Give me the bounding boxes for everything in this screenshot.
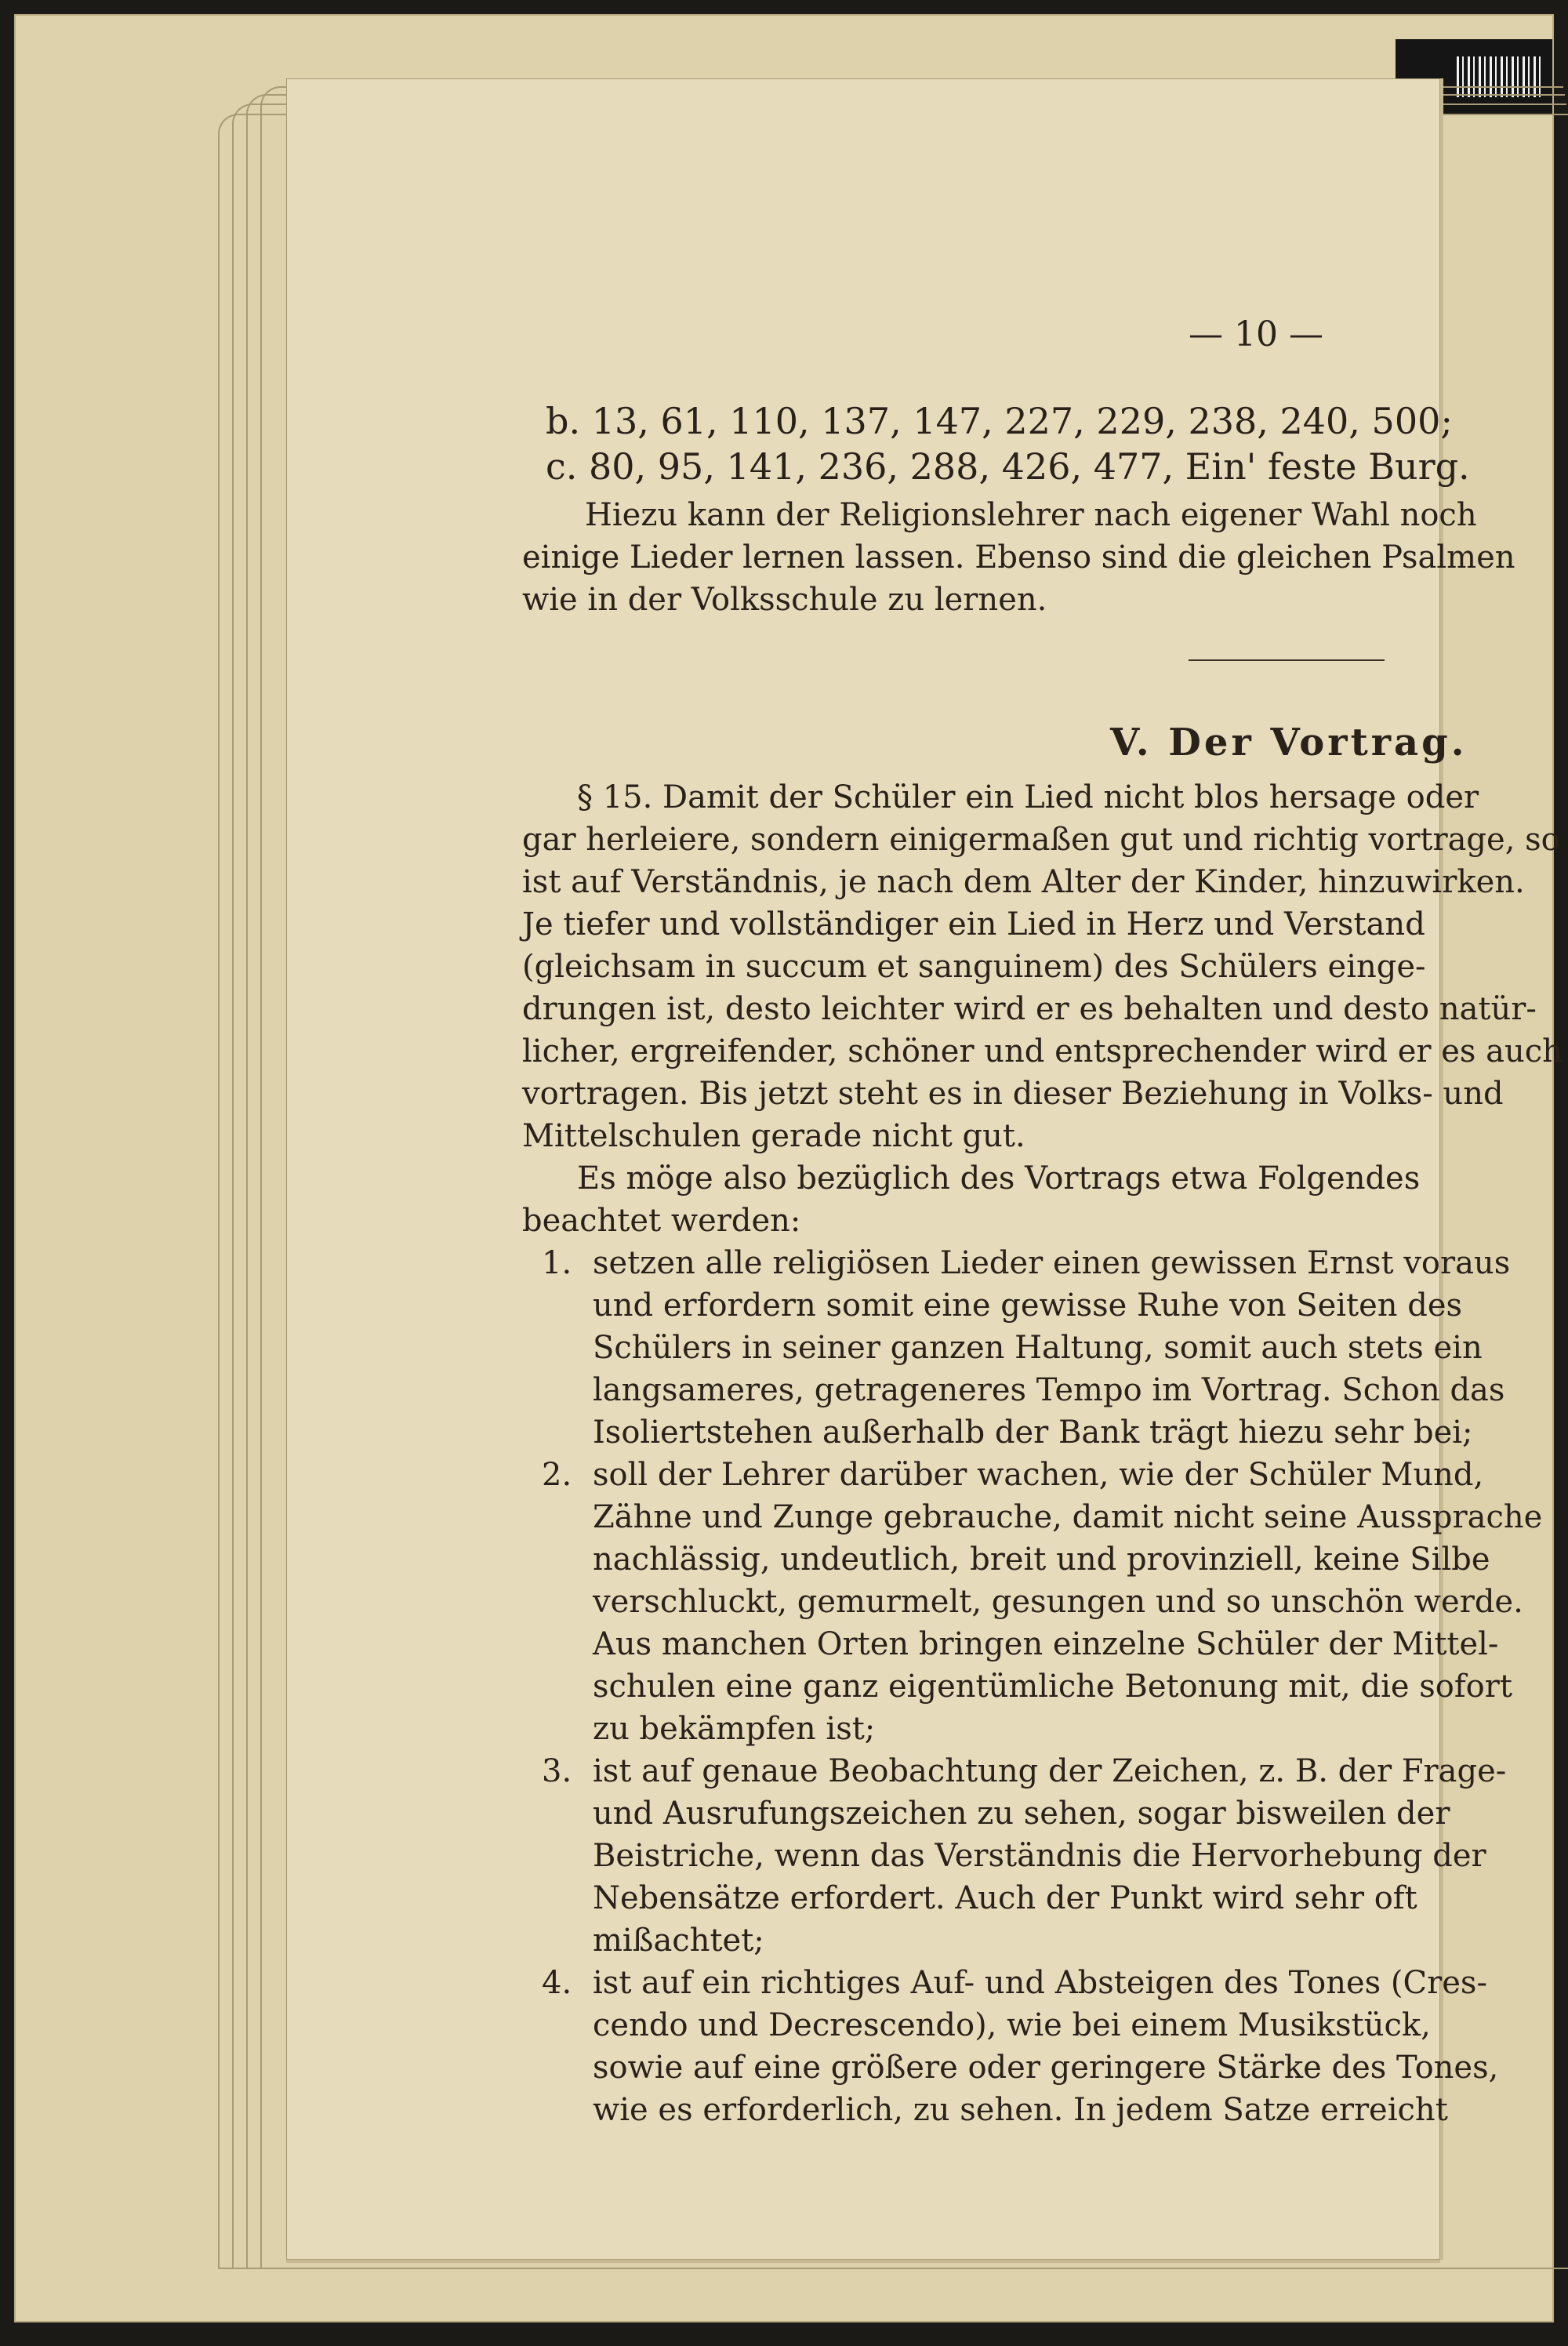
- paragraph-15-line: § 15. Damit der Schüler ein Lied nicht blos hersage oder: [577, 779, 1479, 815]
- item-line: wie es erforderlich, zu sehen. In jedem Satze erreicht: [593, 2092, 1448, 2128]
- intro-line: wie in der Volksschule zu lernen.: [522, 582, 1047, 618]
- section-heading: V. Der Vortrag.: [1110, 721, 1468, 764]
- item-line: schulen eine ganz eigentümliche Betonung mit, die sofort: [593, 1669, 1512, 1705]
- item-line: und erfordern somit eine gewisse Ruhe von Seiten des: [593, 1287, 1463, 1324]
- item-number: 3.: [542, 1753, 572, 1789]
- item-line: Nebensätze erfordert. Auch der Punkt wird sehr oft: [593, 1880, 1417, 1916]
- item-line: ist auf ein richtiges Auf- und Absteigen des Tones (Cres-: [593, 1965, 1487, 2001]
- note-line: Es möge also bezüglich des Vortrags etwa Folgendes: [577, 1160, 1421, 1197]
- paragraph-15-line: ist auf Verständnis, je nach dem Alter der Kinder, hinzuwirken.: [522, 864, 1525, 900]
- item-line: und Ausrufungszeichen zu sehen, sogar bisweilen der: [593, 1796, 1450, 1832]
- note-line: beachtet werden:: [522, 1203, 801, 1239]
- item-line: Beistriche, wenn das Verständnis die Hervorhebung der: [593, 1838, 1486, 1874]
- item-line: mißachtet;: [593, 1923, 764, 1959]
- item-line: ist auf genaue Beobachtung der Zeichen, z. B. der Frage-: [593, 1753, 1507, 1789]
- item-number: 2.: [542, 1457, 572, 1493]
- item-line: cendo und Decrescendo), wie bei einem Musikstück,: [593, 2007, 1431, 2043]
- page-number: — 10 —: [1189, 314, 1323, 354]
- item-line: Isoliertstehen außerhalb der Bank trägt hiezu sehr bei;: [593, 1414, 1473, 1451]
- item-number: 1.: [542, 1245, 572, 1281]
- paragraph-15-line: Je tiefer und vollständiger ein Lied in Herz und Verstand: [522, 906, 1425, 942]
- item-line: verschluckt, gemurmelt, gesungen und so unschön werde.: [593, 1584, 1523, 1620]
- intro-line: einige Lieder lernen lassen. Ebenso sind die gleichen Psalmen: [522, 539, 1515, 576]
- item-line: Zähne und Zunge gebrauche, damit nicht seine Aussprache: [593, 1499, 1543, 1535]
- item-line: Aus manchen Orten bringen einzelne Schüler der Mittel-: [593, 1626, 1499, 1662]
- paragraph-15-line: Mittelschulen gerade nicht gut.: [522, 1118, 1025, 1154]
- book-page: [286, 78, 1563, 2260]
- scan-background: [14, 14, 1563, 2322]
- paragraph-15-line: drungen ist, desto leichter wird er es behalten und desto natür-: [522, 991, 1537, 1027]
- item-line: soll der Lehrer darüber wachen, wie der Schüler Mund,: [593, 1457, 1484, 1493]
- intro-line: Hiezu kann der Religionslehrer nach eigener Wahl noch: [585, 497, 1477, 533]
- list-line-c: c. 80, 95, 141, 236, 288, 426, 477, Ein' feste Burg.: [546, 445, 1470, 488]
- paragraph-15-line: (gleichsam in succum et sanguinem) des Schülers einge-: [522, 949, 1426, 985]
- section-rule: [1189, 659, 1385, 661]
- page-content: [287, 79, 1563, 2259]
- item-line: sowie auf eine größere oder geringere Stärke des Tones,: [593, 2050, 1499, 2086]
- item-line: Schülers in seiner ganzen Haltung, somit auch stets ein: [593, 1330, 1483, 1366]
- paragraph-15-line: licher, ergreifender, schöner und entsprechender wird er es auch: [522, 1033, 1563, 1070]
- item-line: setzen alle religiösen Lieder einen gewissen Ernst voraus: [593, 1245, 1511, 1281]
- list-line-b: b. 13, 61, 110, 137, 147, 227, 229, 238, 240, 500;: [546, 400, 1453, 442]
- paragraph-15-line: vortragen. Bis jetzt steht es in dieser Beziehung in Volks- und: [522, 1076, 1504, 1112]
- item-line: zu bekämpfen ist;: [593, 1711, 876, 1747]
- item-line: nachlässig, undeutlich, breit und provinziell, keine Silbe: [593, 1542, 1490, 1578]
- item-number: 4.: [542, 1965, 572, 2001]
- item-line: langsameres, getrageneres Tempo im Vortrag. Schon das: [593, 1372, 1505, 1408]
- paragraph-15-line: gar herleiere, sondern einigermaßen gut und richtig vortrage, so: [522, 822, 1560, 858]
